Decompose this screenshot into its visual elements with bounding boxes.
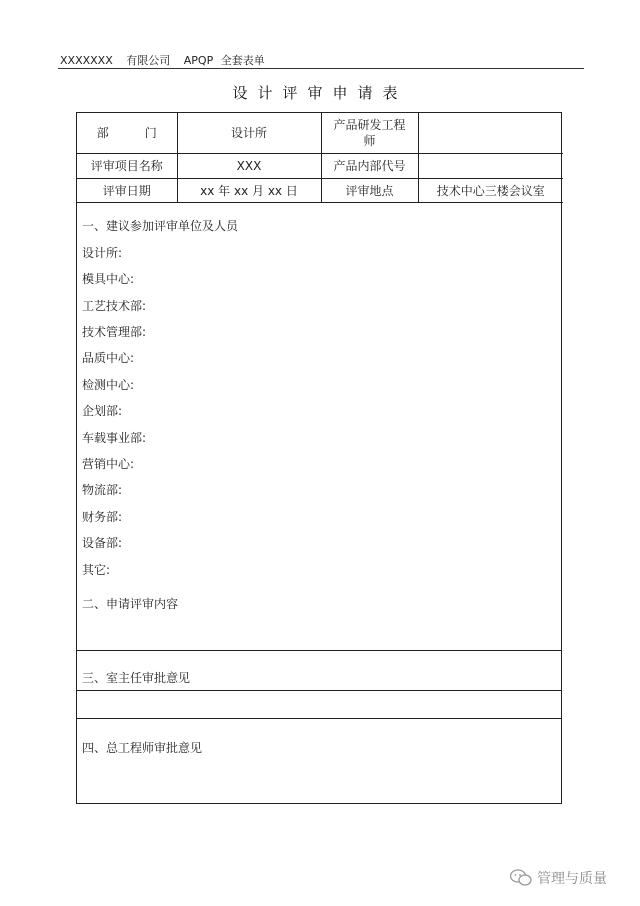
- section-review-content-title: 二、申请评审内容: [82, 597, 179, 611]
- unit-item[interactable]: 工艺技术部:: [82, 299, 147, 313]
- section-director-approval-title: 三、室主任审批意见: [82, 671, 191, 685]
- item-name-value[interactable]: XXX: [177, 154, 321, 179]
- date-label: 评审日期: [77, 179, 177, 203]
- section-director-approval[interactable]: [77, 651, 561, 719]
- header-suite: 全套表单: [220, 54, 265, 67]
- form-title: 设计评审申请表: [232, 84, 408, 102]
- info-row-department: [77, 113, 563, 154]
- place-label: 评审地点: [321, 179, 418, 203]
- header-company-code: XXXXXXX: [60, 54, 113, 67]
- date-value[interactable]: xx 年 xx 月 xx 日: [177, 179, 321, 203]
- unit-item[interactable]: 模具中心:: [82, 272, 135, 286]
- code-label: 产品内部代号: [321, 154, 418, 179]
- unit-item[interactable]: 车载事业部:: [82, 431, 147, 445]
- info-row-item: [77, 154, 563, 179]
- header-company-suffix: 有限公司: [126, 54, 171, 67]
- section-chief-engineer-approval-title: 四、总工程师审批意见: [82, 741, 203, 755]
- place-value[interactable]: 技术中心三楼会议室: [418, 179, 563, 203]
- unit-item[interactable]: 营销中心:: [82, 457, 135, 471]
- unit-item[interactable]: 设计所:: [82, 246, 123, 260]
- watermark-text: 管理与质量: [537, 871, 607, 887]
- engineer-label: [321, 113, 418, 154]
- unit-item[interactable]: 财务部:: [82, 510, 123, 524]
- info-table: [77, 113, 563, 203]
- unit-item[interactable]: 品质中心:: [82, 351, 135, 365]
- engineer-label-text: 产品研发工程师: [333, 118, 406, 148]
- section-review-content[interactable]: [77, 579, 561, 651]
- wechat-icon: [510, 869, 532, 887]
- dept-label-b: 门: [144, 126, 157, 140]
- watermark: [510, 868, 607, 888]
- unit-item[interactable]: 设备部:: [82, 536, 123, 550]
- unit-item[interactable]: 企划部:: [82, 404, 123, 418]
- review-form: [76, 112, 562, 804]
- item-name-label: 评审项目名称: [77, 154, 177, 179]
- dept-label-a: 部: [96, 126, 109, 140]
- unit-item[interactable]: 技术管理部:: [82, 325, 147, 339]
- section-participants-title: 一、建议参加评审单位及人员: [82, 219, 239, 233]
- engineer-value[interactable]: [418, 113, 563, 154]
- dept-label: [77, 113, 177, 154]
- unit-item[interactable]: 其它:: [82, 563, 111, 577]
- header-apqp: APQP: [183, 54, 214, 67]
- unit-item[interactable]: 物流部:: [82, 483, 123, 497]
- code-value[interactable]: [418, 154, 563, 179]
- info-row-date: [77, 179, 563, 203]
- page-header: [60, 52, 582, 68]
- dept-value[interactable]: 设计所: [177, 113, 321, 154]
- section-chief-engineer-approval[interactable]: [77, 719, 561, 803]
- unit-item[interactable]: 检测中心:: [82, 378, 135, 392]
- header-divider: [58, 68, 584, 69]
